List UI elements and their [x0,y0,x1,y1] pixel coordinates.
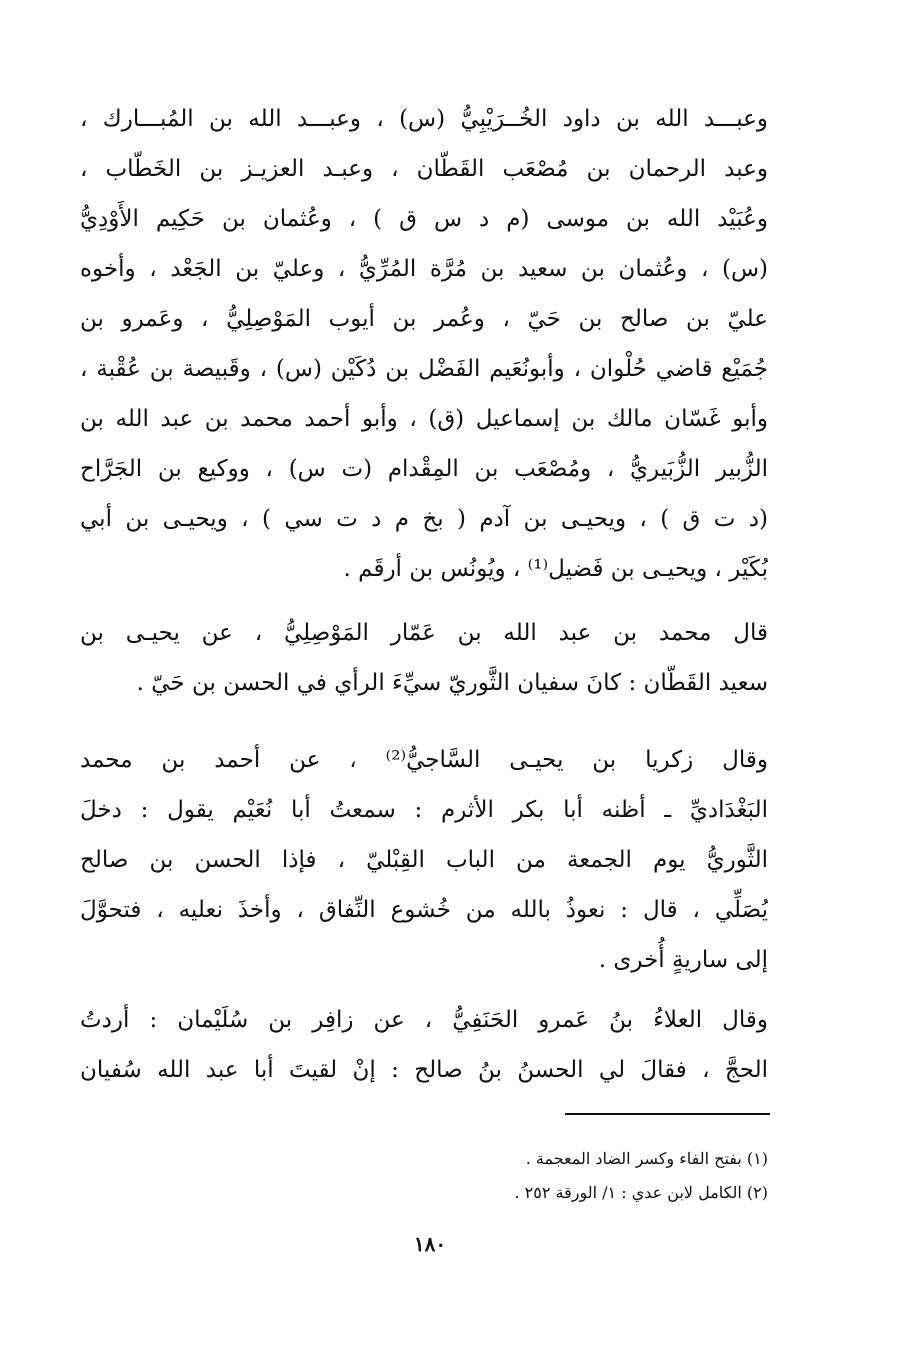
text-line: وقال العلاءُ بنُ عَمرو الحَنَفِيُّ ، عن زافِر بن سُلَيْمان : أردتُ [80,1007,768,1033]
text-line: وعُبَيْد الله بن موسى (م د س ق ) ، وعُثمان بن حَكِيم الأَوْدِيُّ [80,206,768,232]
paragraph-al-ala [80,995,768,1095]
text-line: بُكَيْر ، ويحيـى بن فَضيل⁽¹⁾ ، ويُونُس بن أرقَم . [343,556,768,582]
text-line: وأبو غَسّان مالك بن إسماعيل (ق) ، وأبو أحمد محمد بن عبد الله بن [80,406,768,432]
text-line: الحجَّ ، فقالَ لي الحسنُ بنُ صالح : إنْ لقيتَ أبا عبد الله سُفيان [80,1057,768,1083]
footnote-1: (١) بفتح الفاء وكسر الضاد المعجمة . [525,1149,768,1168]
text-line: قال محمد بن عبد الله بن عَمّار المَوْصِلِيُّ ، عن يحيـى بن [80,620,768,646]
text-line: الزُّبير الزُّبَيريُّ ، ومُصْعَب بن المِقْدام (ت س) ، ووكيع بن الجَرَّاح [80,456,768,482]
text-line: يُصَلِّي ، قال : نعوذُ بالله من خُشوع النِّفاق ، وأخذَ نعليه ، فتحوَّلَ [80,897,768,923]
text-line: (د ت ق ) ، ويحيـى بن آدم ( بخ م د ت سي ) ، ويحيـى بن أبي [80,506,768,532]
paragraph-narrators-list [80,94,768,594]
text-line: إلى ساريةٍ أُخرى . [598,947,768,973]
footnote-2: (٢) الكامل لابن عدي : ١/ الورقة ٢٥٢ . [514,1183,768,1202]
text-line: وعبـــد الله بن داود الخُــرَيْبِيُّ (س) ، وعبـــد الله بن المُبـــارك ، [80,106,768,132]
text-line: الثَّوريُّ يوم الجمعة من الباب القِبْليّ ، فإذا الحسن بن صالح [80,847,768,873]
text-line: جُمَيْع قاضي حُلْوان ، وأبونُعَيم الفَضْل بن دُكَيْن (س) ، وقَبيصة بن عُقْبة ، [80,356,768,382]
text-line: وقال زكريا بن يحيـى السَّاجيُّ⁽²⁾ ، عن أحمد بن محمد [80,747,768,773]
text-line: (س) ، وعُثمان بن سعيد بن مُرَّة المُرِّيُّ ، وعليّ بن الجَعْد ، وأخوه [80,256,768,282]
footnote-divider [565,1113,770,1115]
paragraph-ibn-ammar [80,608,768,708]
text-line: البَغْدَاديِّ ـ أظنه أبا بكر الأثرم : سمعتُ أبا نُعَيْم يقول : دخلَ [80,797,768,823]
text-line: سعيد القَطّان : كانَ سفيان الثَّوريّ سيِّءَ الرأي في الحسن بن حَيّ . [136,670,768,696]
footnotes [300,1142,768,1210]
paragraph-al-saji [80,735,768,985]
text-line: عليّ بن صالح بن حَيّ ، وعُمر بن أيوب المَوْصِلِيُّ ، وعَمرو بن [80,306,768,332]
text-line: وعبد الرحمان بن مُصْعَب القَطّان ، وعبـد العزيـز بن الخَطّاب ، [80,156,768,182]
page-number: ١٨٠ [413,1232,447,1256]
